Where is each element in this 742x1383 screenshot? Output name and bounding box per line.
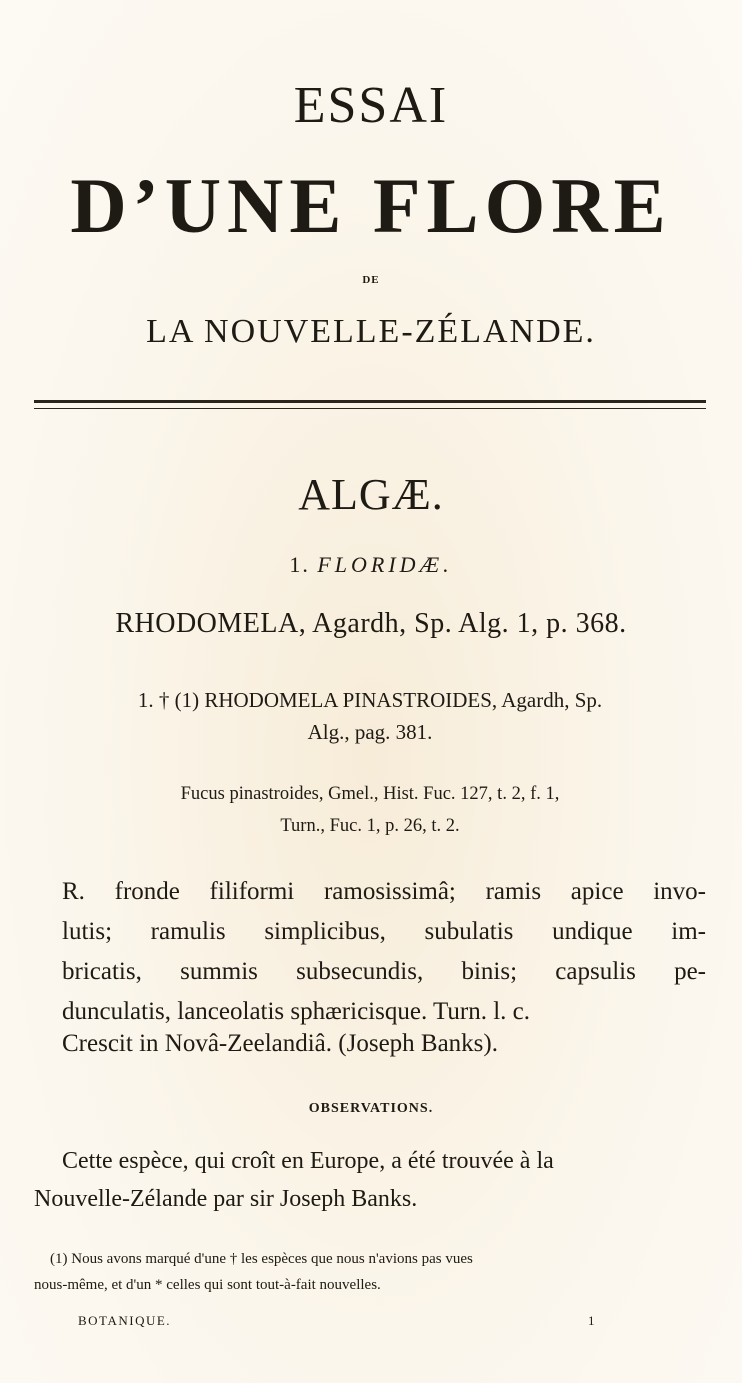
observations-heading: OBSERVATIONS.: [308, 1101, 434, 1116]
footnote-line-1: (1) Nous avons marqué d'une † les espèces que nous n'avions pas vues: [50, 1251, 473, 1267]
signature-mark: 1: [588, 1313, 596, 1328]
page-footer: [78, 1313, 598, 1329]
observations-line-1: Cette espèce, qui croît en Europe, a été trouvée à la: [62, 1148, 554, 1174]
description-line: dunculatis, lanceolatis sphæricisque. Turn. l. c.: [62, 998, 531, 1025]
species-description: [62, 872, 706, 1032]
footnote: [34, 1246, 706, 1298]
subtitle-number: 1.: [289, 552, 310, 577]
description-line: R. fronde filiformi ramosissimâ; ramis apice invo-: [62, 878, 706, 905]
crescit-line: Crescit in Novâ-Zeelandiâ. (Joseph Banks).: [62, 1030, 498, 1057]
description-line: lutis; ramulis simplicibus, subulatis undique im-: [62, 918, 706, 945]
subtitle-text: FLORIDÆ.: [317, 552, 453, 577]
footer-label: BOTANIQUE.: [78, 1313, 172, 1328]
footnote-line-2: nous-même, et d'un * celles qui sont tout-à-fait nouvelles.: [34, 1277, 381, 1293]
section-subtitle: [0, 552, 742, 578]
title-nouvelle-zelande: LA NOUVELLE-ZÉLANDE.: [146, 313, 596, 350]
observations-line-2: Nouvelle-Zélande par sir Joseph Banks.: [34, 1186, 418, 1212]
double-rule-thin: [34, 408, 706, 409]
double-rule-thick: [34, 400, 706, 403]
description-line: bricatis, summis subsecundis, binis; capsulis pe-: [62, 958, 706, 985]
species-line-1: 1. † (1) RHODOMELA PINASTROIDES, Agardh, Sp.: [137, 688, 603, 712]
species-entry: [34, 684, 706, 748]
synonym-line-1: Fucus pinastroides, Gmel., Hist. Fuc. 127, t. 2, f. 1,: [180, 784, 560, 804]
genus-heading: RHODOMELA, Agardh, Sp. Alg. 1, p. 368.: [115, 608, 627, 639]
synonym-line-2: Turn., Fuc. 1, p. 26, t. 2.: [280, 816, 460, 836]
title-essai: ESSAI: [293, 77, 449, 134]
title-flore: D’UNE FLORE: [70, 162, 672, 249]
synonymy: [34, 778, 706, 842]
title-de: DE: [362, 274, 380, 286]
species-line-2: Alg., pag. 381.: [307, 720, 433, 744]
observations-text: [34, 1142, 706, 1218]
section-title: ALGÆ.: [298, 470, 444, 519]
